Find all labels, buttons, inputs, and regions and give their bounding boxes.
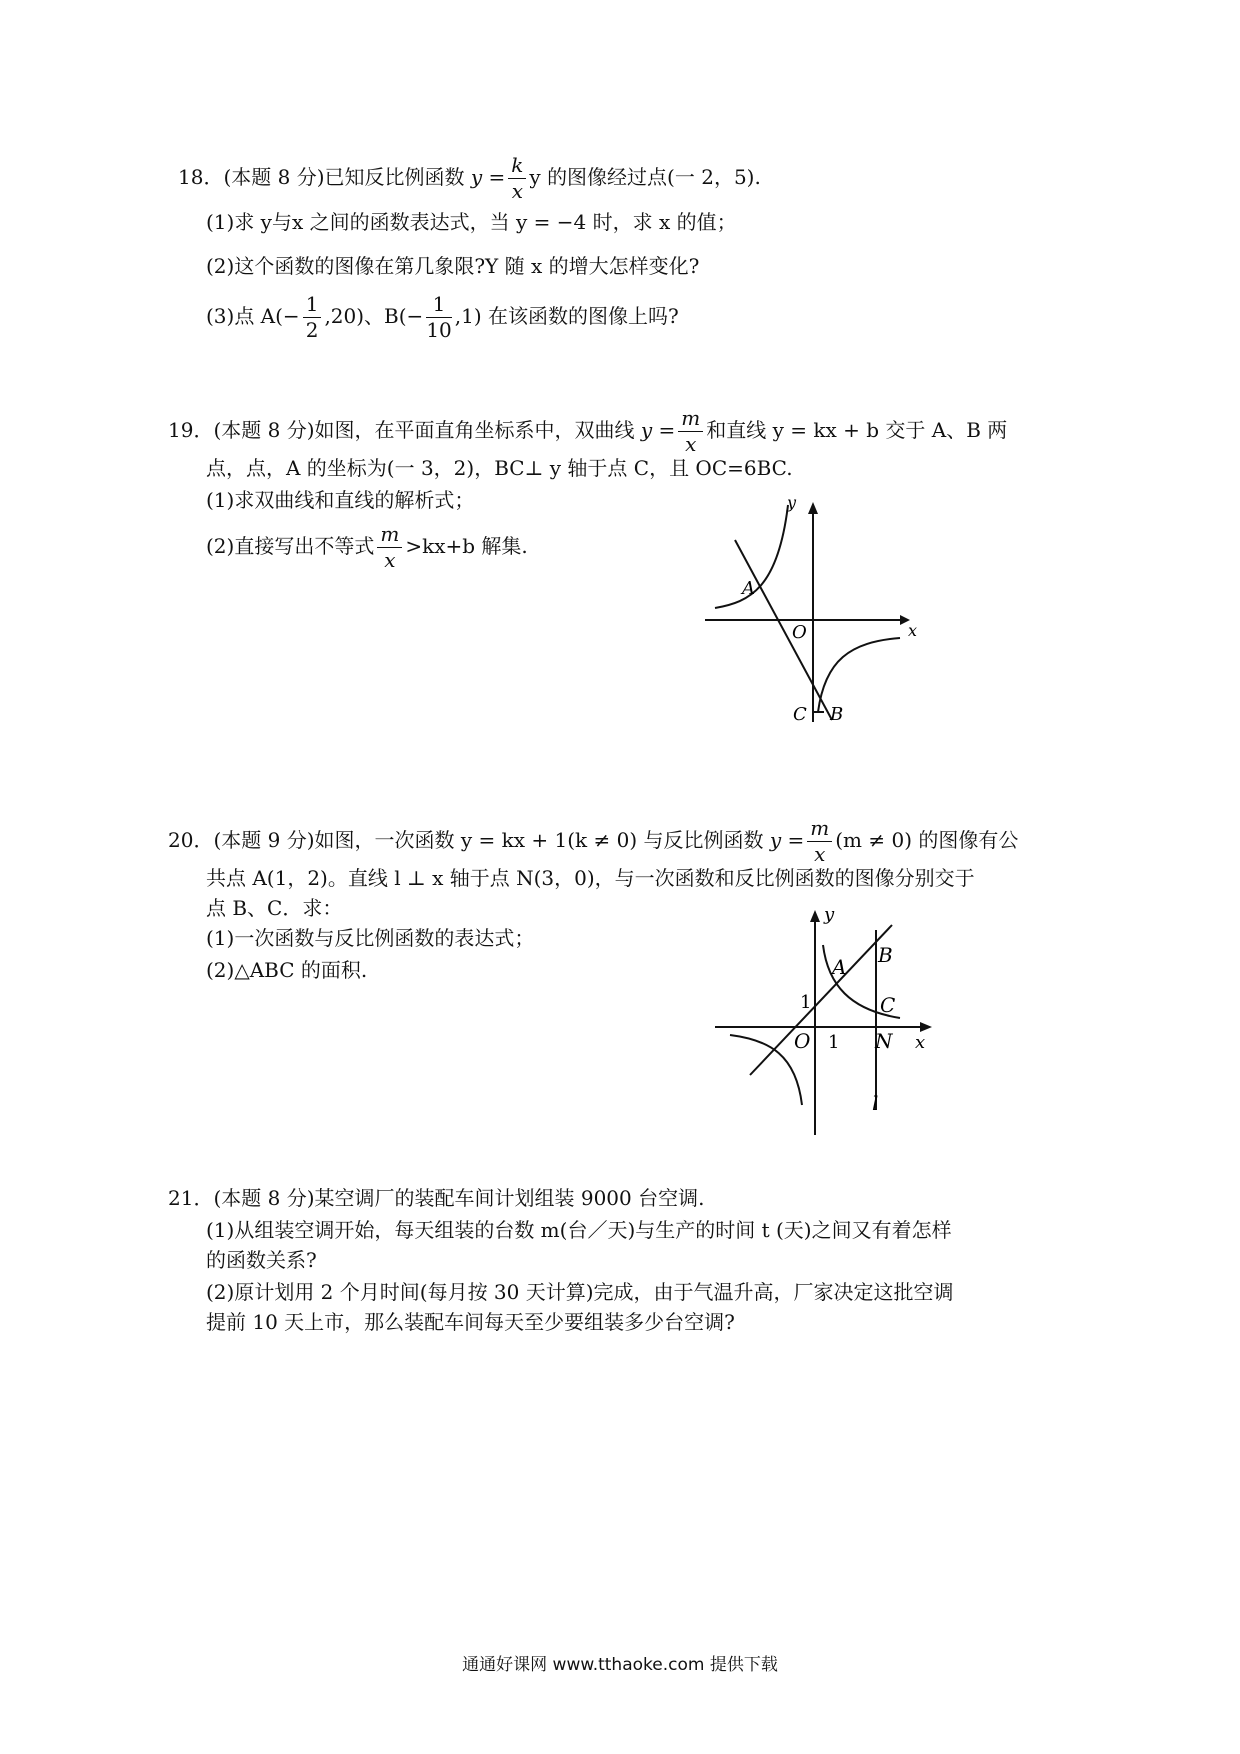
- q19-part2: (2)直接写出不等式 $\frac{m}{x}$ >kx+b 解集.: [206, 522, 528, 572]
- q20-label-x: x: [915, 1032, 926, 1053]
- q21-stem: 21．(本题 8 分)某空调厂的装配车间计划组装 9000 台空调.: [168, 1186, 705, 1210]
- q18-part3: (3)点 A(− $\frac{1}{2}$ ,20)、B(− $\frac{1}{10}$ ,1) 在该函数的图像上吗?: [206, 292, 679, 342]
- q20-x-arrow: [920, 1022, 932, 1032]
- q20-stem-line3: 点 B、C．求：: [206, 896, 343, 920]
- q20-label-a: A: [832, 955, 847, 979]
- q19-graph: [700, 490, 930, 730]
- q21-part2-line2: 提前 10 天上市，那么装配车间每天至少要组装多少台空调?: [206, 1310, 735, 1334]
- q20-label-y: y: [824, 904, 835, 925]
- q19-label-b: B: [830, 704, 844, 725]
- q20-label-b: B: [878, 943, 893, 967]
- q19-label-y: y: [787, 493, 797, 512]
- q20-label-1y: 1: [800, 992, 812, 1013]
- q19-label-x: x: [908, 621, 918, 640]
- q20-label-c: C: [880, 993, 896, 1017]
- q21-part2-line1: (2)原计划用 2 个月时间(每月按 30 天计算)完成，由于气温升高，厂家决定这批空调: [206, 1280, 954, 1304]
- q19-label-a: A: [742, 578, 755, 599]
- q20-part1: (1)一次函数与反比例函数的表达式；: [206, 926, 535, 950]
- q20-stem: 20．(本题 9 分)如图，一次函数 y = kx + 1(k ≠ 0) 与反比例函数 y = $\frac{m}{x}$ (m ≠ 0) 的图像有公: [168, 816, 1019, 866]
- q20-y-arrow: [810, 910, 820, 922]
- q19-line: [735, 540, 832, 720]
- q18-stem: 18．(本题 8 分)已知反比例函数 y = $\frac{k}{x}$ y 的图像经过点(一 2，5).: [178, 153, 761, 203]
- q20-graph: [710, 900, 940, 1140]
- q19-label-o: O: [792, 622, 807, 643]
- q19-stem: 19．(本题 8 分)如图，在平面直角坐标系中，双曲线 y = $\frac{m}{x}$ 和直线 y = kx + b 交于 A、B 两: [168, 406, 1008, 456]
- q19-hyperbola-right: [818, 638, 900, 712]
- q20-hyperbola-left: [730, 1035, 802, 1105]
- q18-part2: (2)这个函数的图像在第几象限?Y 随 x 的增大怎样变化?: [206, 254, 700, 278]
- q18-part1: (1)求 y与x 之间的函数表达式，当 y = −4 时，求 x 的值；: [206, 210, 737, 234]
- q20-label-n: N: [875, 1029, 893, 1053]
- q21-part1-line2: 的函数关系?: [206, 1248, 317, 1272]
- q19-y-arrow: [808, 502, 818, 514]
- q20-part2: (2)△ABC 的面积.: [206, 958, 368, 982]
- q20-stem-line2: 共点 A(1，2)。直线 l ⊥ x 轴于点 N(3，0)，与一次函数和反比例函数的图像分别交于: [206, 866, 975, 890]
- q20-label-l: l: [872, 1091, 879, 1115]
- q19-part1: (1)求双曲线和直线的解析式；: [206, 488, 475, 512]
- q20-label-1x: 1: [828, 1032, 840, 1053]
- q20-linear-line: [750, 925, 892, 1075]
- q20-label-o: O: [794, 1029, 811, 1053]
- q19-stem-line2: 点，点，A 的坐标为(一 3，2)，BC⊥ y 轴于点 C，且 OC=6BC.: [206, 456, 793, 480]
- q21-part1-line1: (1)从组装空调开始，每天组装的台数 m(台／天)与生产的时间 t (天)之间又有着怎样: [206, 1218, 952, 1242]
- footer-download-note: 通通好课网 www.tthaoke.com 提供下载: [462, 1655, 778, 1675]
- q19-label-c: C: [793, 704, 807, 725]
